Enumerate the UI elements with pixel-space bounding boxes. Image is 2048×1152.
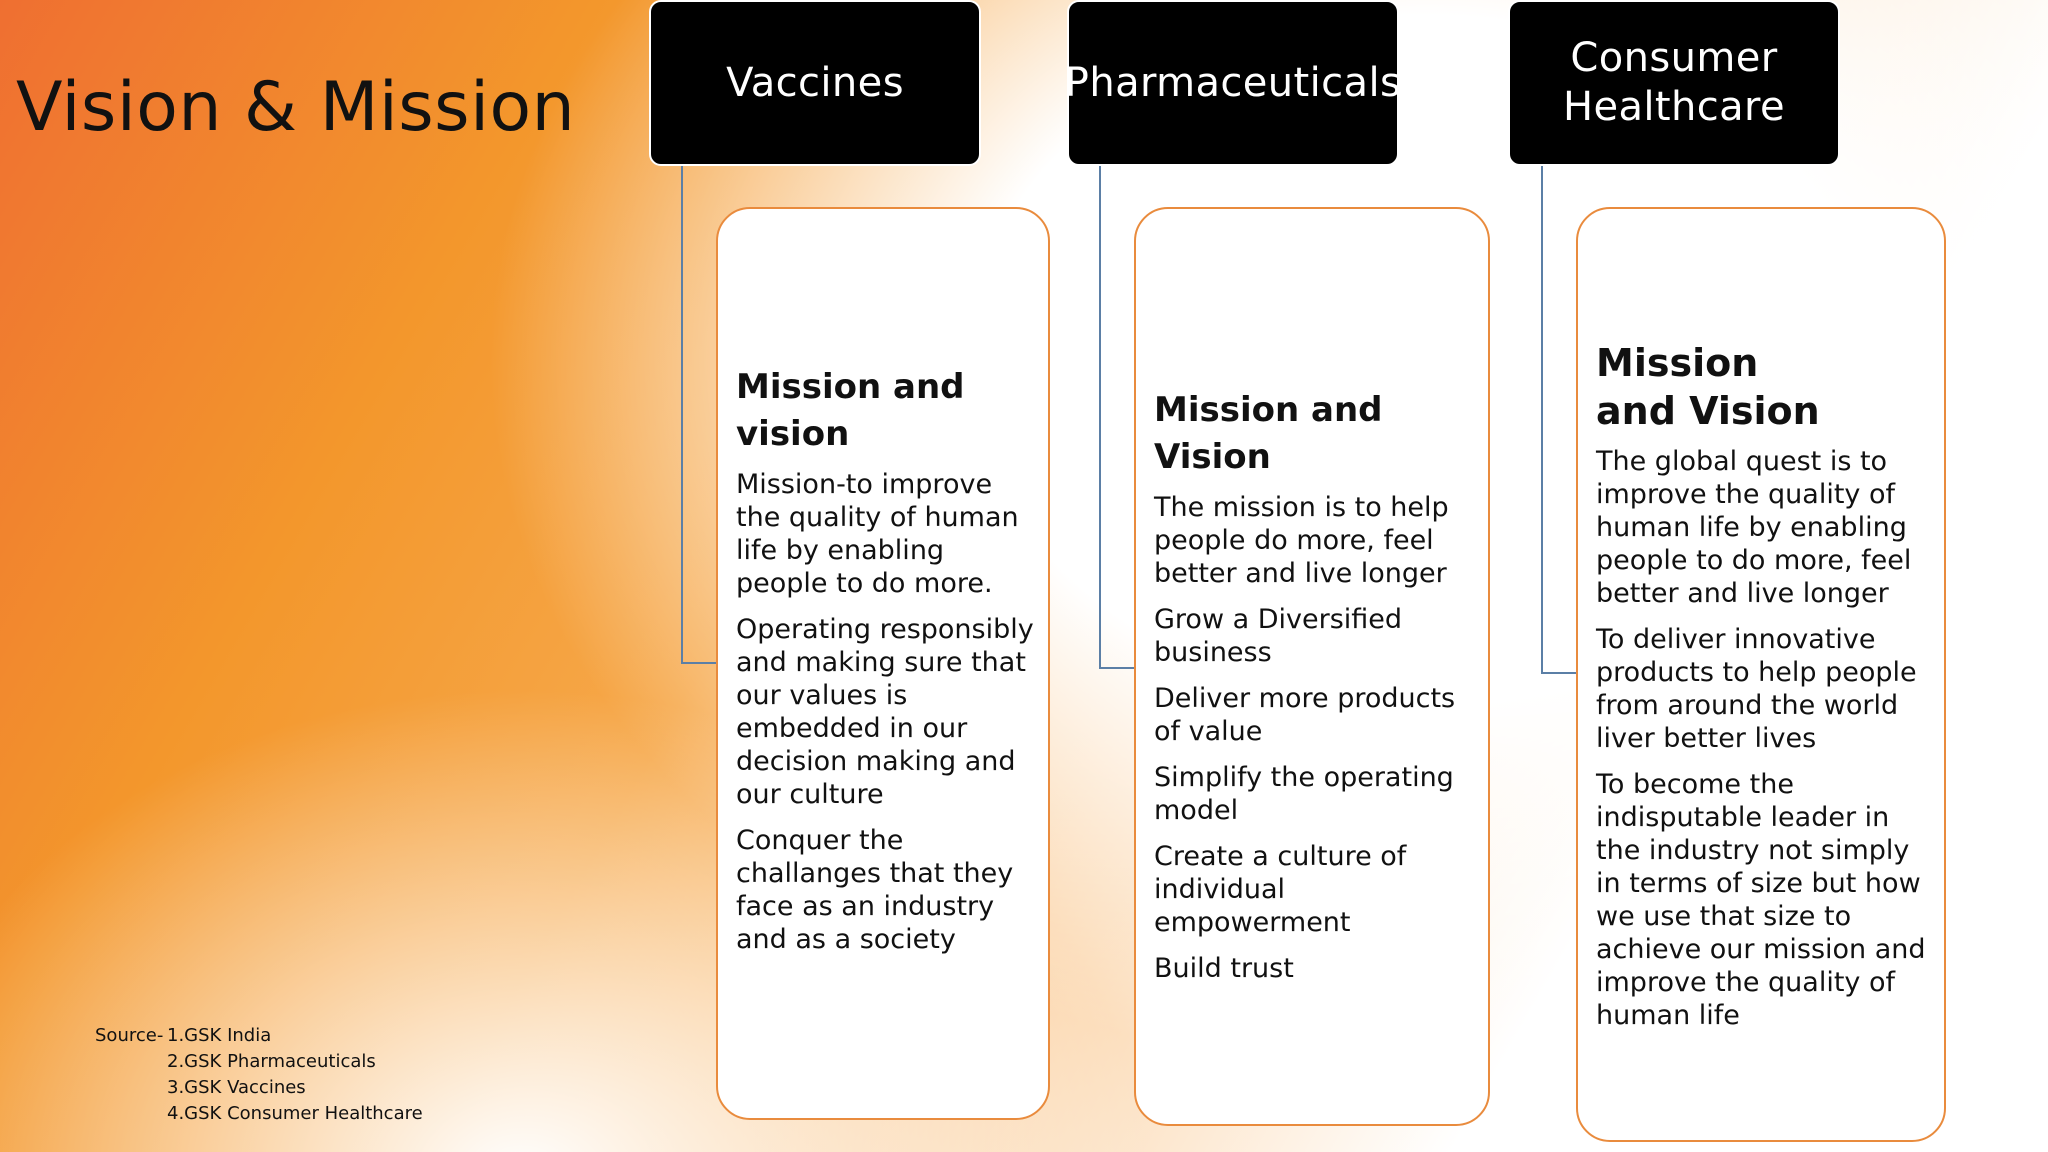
header-pharmaceuticals-label: Pharmaceuticals — [1064, 59, 1402, 106]
header-vaccines-label: Vaccines — [726, 59, 904, 106]
source-footnote — [95, 1023, 423, 1127]
card-vaccines-item: Conquer the challanges that they face as an industry and as a society — [736, 824, 1014, 955]
card-consumer-healthcare — [1576, 207, 1946, 1142]
header-consumer-healthcare-label: Consumer Healthcare — [1562, 35, 1786, 130]
card-consumer-healthcare-heading: Mission and Vision — [1596, 341, 1820, 433]
source-entry: 3.GSK Vaccines — [167, 1077, 306, 1098]
card-pharmaceuticals-item: Create a culture of individual empowerment — [1154, 840, 1407, 938]
card-pharmaceuticals-item: Deliver more products of value — [1154, 682, 1456, 747]
card-pharmaceuticals-item: Simplify the operating model — [1154, 761, 1454, 826]
card-pharmaceuticals-heading: Mission and Vision — [1154, 390, 1383, 477]
page-title: Vision & Mission — [16, 68, 576, 147]
card-pharmaceuticals-item: The mission is to help people do more, feel better and live longer — [1154, 491, 1449, 589]
card-vaccines-heading: Mission and vision — [736, 367, 965, 454]
card-vaccines-item: Mission-to improve the quality of human life by enabling people to do more. — [736, 468, 1019, 599]
card-pharmaceuticals-item: Grow a Diversified business — [1154, 603, 1403, 668]
card-vaccines-item: Operating responsibly and making sure that our values is embedded in our decision making and our culture — [736, 613, 1034, 810]
card-consumer-healthcare-item: The global quest is to improve the quality of human life by enabling people to do more, feel better and live longer — [1596, 446, 1912, 609]
source-entry: 2.GSK Pharmaceuticals — [167, 1051, 376, 1072]
source-label: Source- — [95, 1025, 164, 1046]
source-entry: 4.GSK Consumer Healthcare — [167, 1103, 423, 1124]
card-consumer-healthcare-item: To become the indisputable leader in the industry not simply in terms of size but how we use that size to achieve our mission and improve the quality of human life — [1596, 769, 1926, 1031]
card-consumer-healthcare-item: To deliver innovative products to help people from around the world liver better lives — [1596, 624, 1917, 754]
source-entry: 1.GSK India — [167, 1025, 272, 1046]
card-pharmaceuticals-item: Build trust — [1154, 952, 1294, 984]
